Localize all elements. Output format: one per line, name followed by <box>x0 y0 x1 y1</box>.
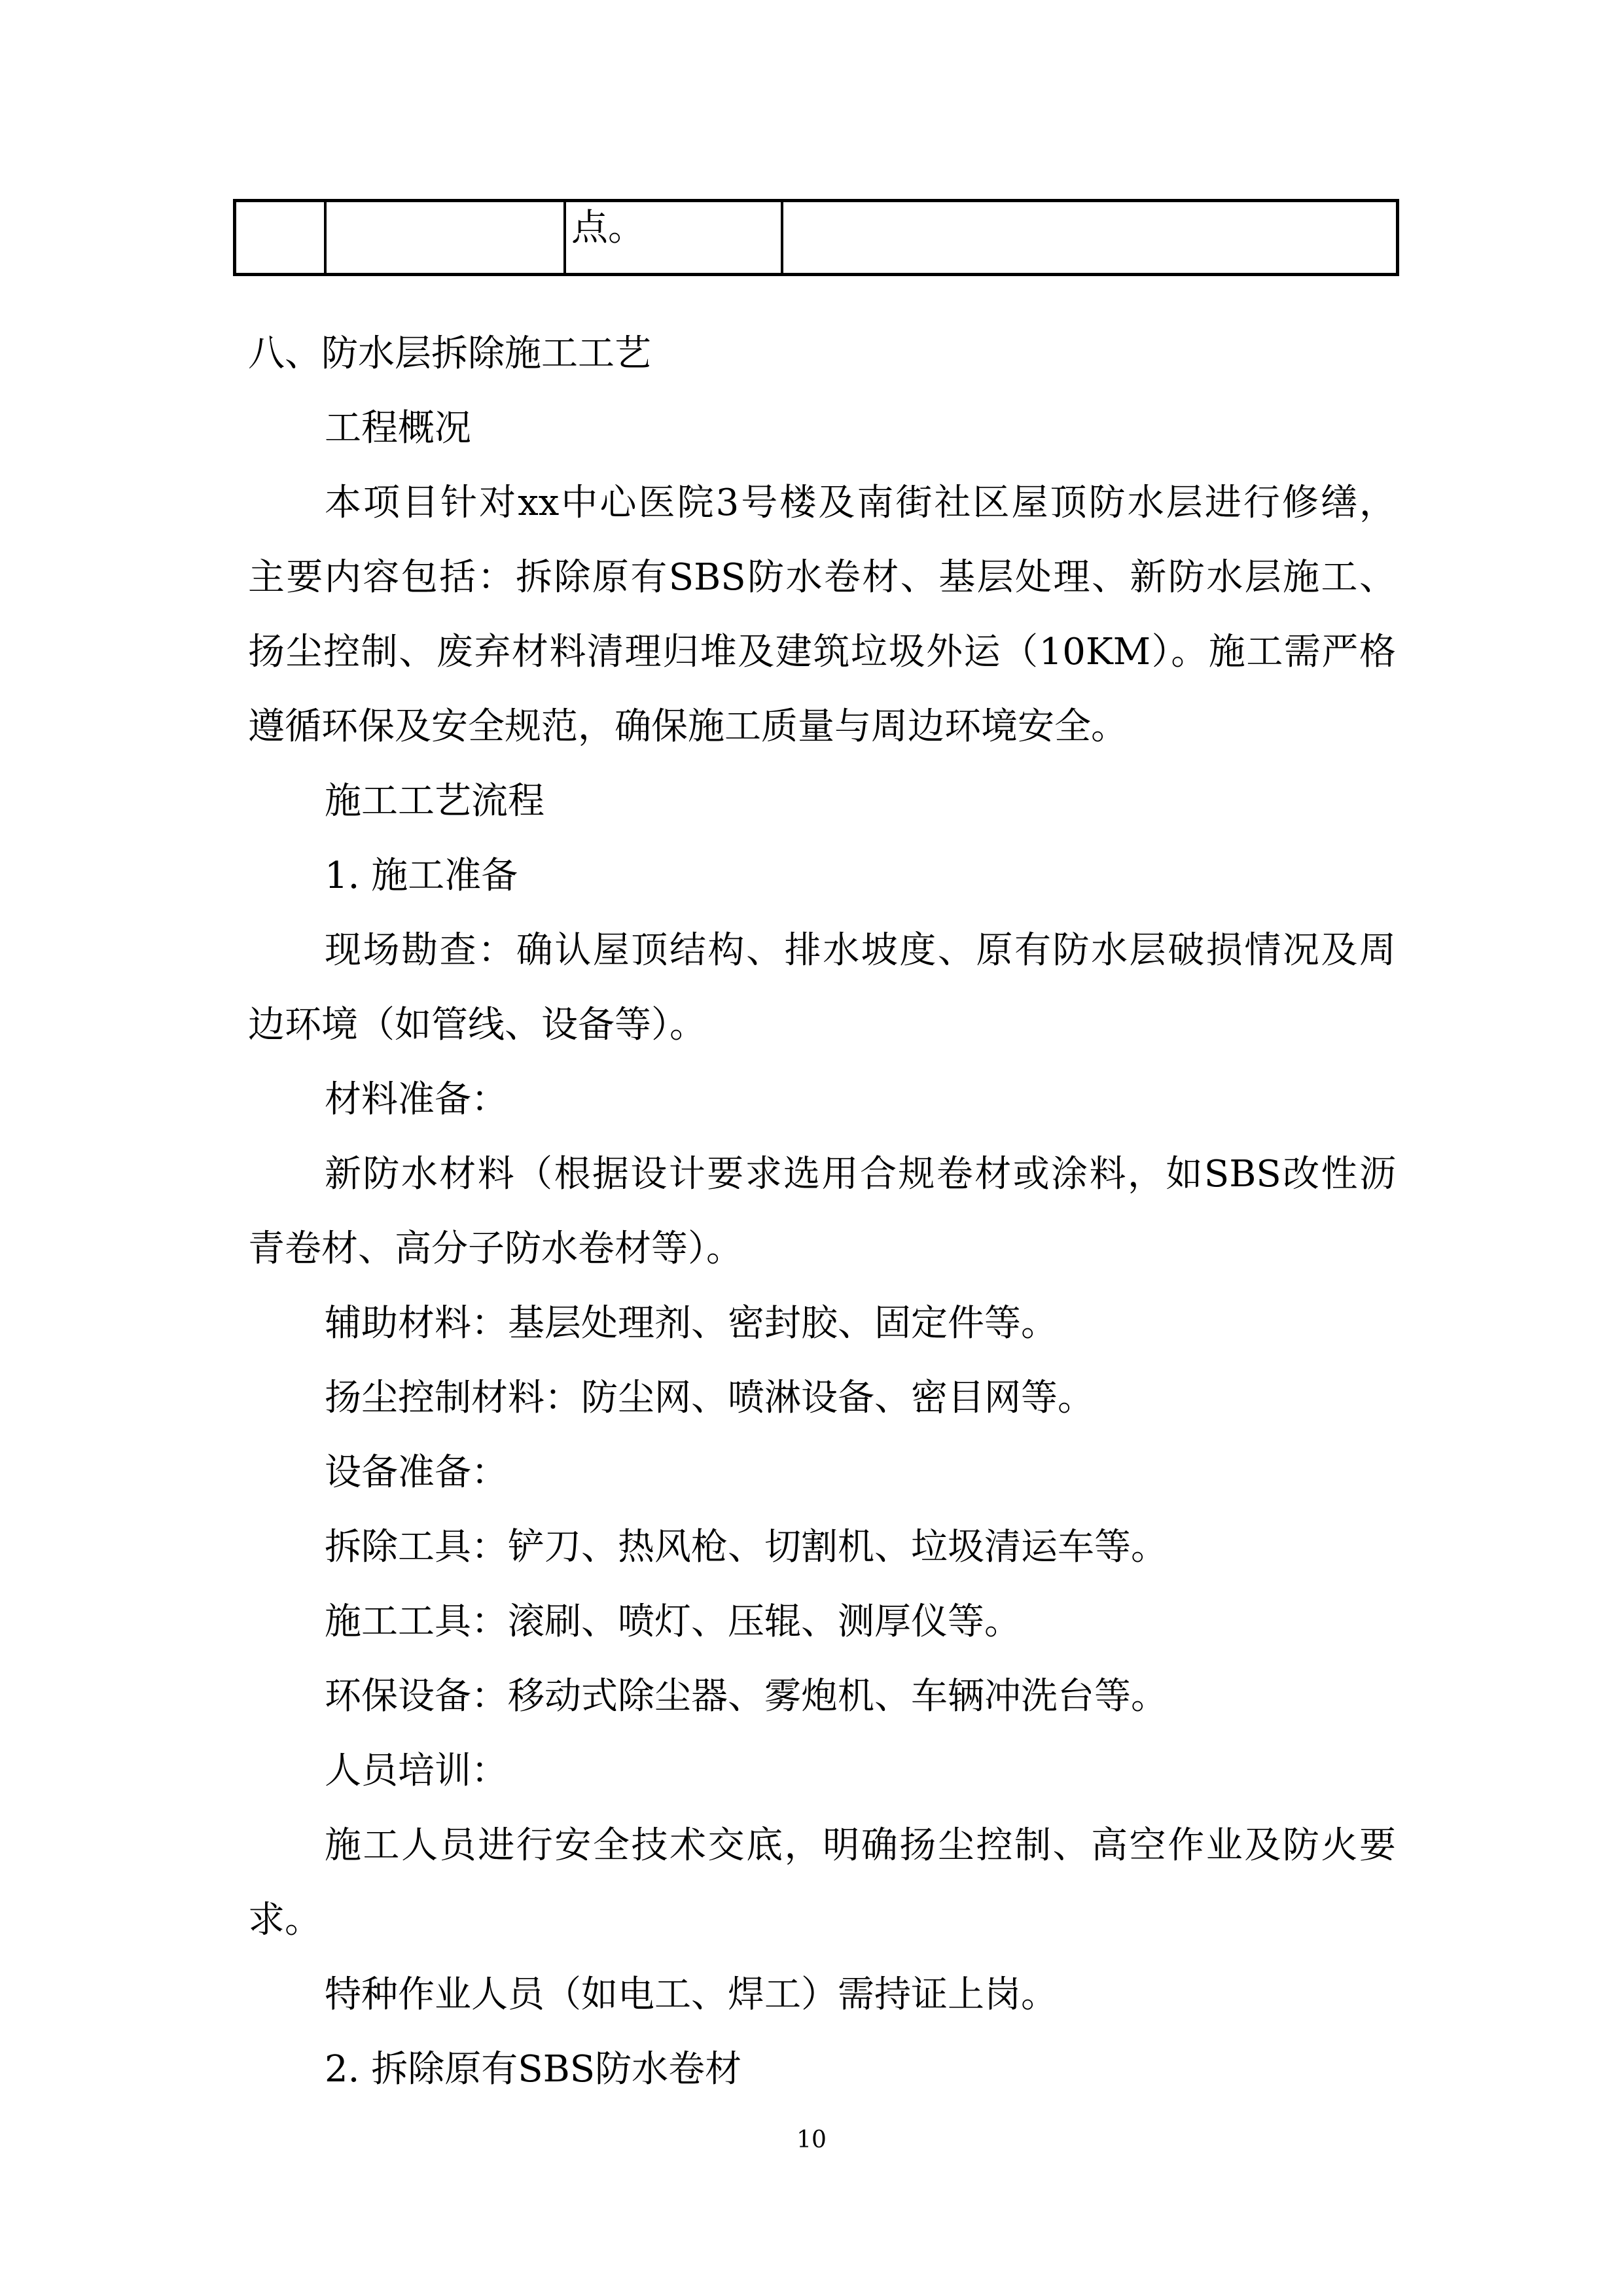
subheading: 2. 拆除原有SBS防水卷材 <box>325 2048 742 2091</box>
paragraph-line: 现场勘查：确认屋顶结构、排水坡度、原有防水层破损情况及周 <box>325 929 1396 972</box>
paragraph-line: 特种作业人员（如电工、焊工）需持证上岗。 <box>325 1973 1058 2016</box>
paragraph-line: 施工工具：滚刷、喷灯、压辊、测厚仪等。 <box>325 1600 1021 1643</box>
paragraph-line: 拆除工具：铲刀、热风枪、切割机、垃圾清运车等。 <box>325 1526 1168 1568</box>
paragraph-line: 本项目针对xx中心医院3号楼及南街社区屋顶防水层进行修缮， <box>325 482 1396 524</box>
document-body <box>248 317 1396 2107</box>
paragraph-line: 材料准备： <box>325 1078 508 1121</box>
subheading: 1. 施工准备 <box>325 855 518 897</box>
paragraph-line: 环保设备：移动式除尘器、雾炮机、车辆冲洗台等。 <box>325 1675 1168 1718</box>
paragraph-line: 扬尘控制、废弃材料清理归堆及建筑垃圾外运（10KM）。施工需严格 <box>248 631 1396 673</box>
paragraph-line: 施工人员进行安全技术交底，明确扬尘控制、高空作业及防火要 <box>325 1824 1396 1867</box>
paragraph-line: 边环境（如管线、设备等）。 <box>248 1004 706 1046</box>
paragraph-line: 主要内容包括：拆除原有SBS防水卷材、基层处理、新防水层施工、 <box>248 556 1396 599</box>
paragraph-line: 人员培训： <box>325 1750 508 1792</box>
table-divider <box>781 202 783 273</box>
table-divider <box>563 202 566 273</box>
page-number: 10 <box>796 2127 827 2153</box>
paragraph-line: 设备准备： <box>325 1451 508 1494</box>
paragraph-line: 新防水材料（根据设计要求选用合规卷材或涂料，如SBS改性沥 <box>325 1153 1396 1195</box>
table-cell-text: 点。 <box>571 207 645 249</box>
paragraph-line: 青卷材、高分子防水卷材等）。 <box>248 1227 743 1270</box>
table-fragment <box>233 199 1399 276</box>
table-divider <box>324 202 327 273</box>
paragraph-line: 辅助材料：基层处理剂、密封胶、固定件等。 <box>325 1302 1058 1345</box>
paragraph-line: 遵循环保及安全规范，确保施工质量与周边环境安全。 <box>248 705 1128 748</box>
subheading: 工程概况 <box>325 407 471 450</box>
paragraph-line: 求。 <box>248 1899 321 1941</box>
subheading: 施工工艺流程 <box>325 780 544 822</box>
section-heading: 八、防水层拆除施工工艺 <box>248 332 651 375</box>
paragraph-line: 扬尘控制材料：防尘网、喷淋设备、密目网等。 <box>325 1377 1094 1419</box>
